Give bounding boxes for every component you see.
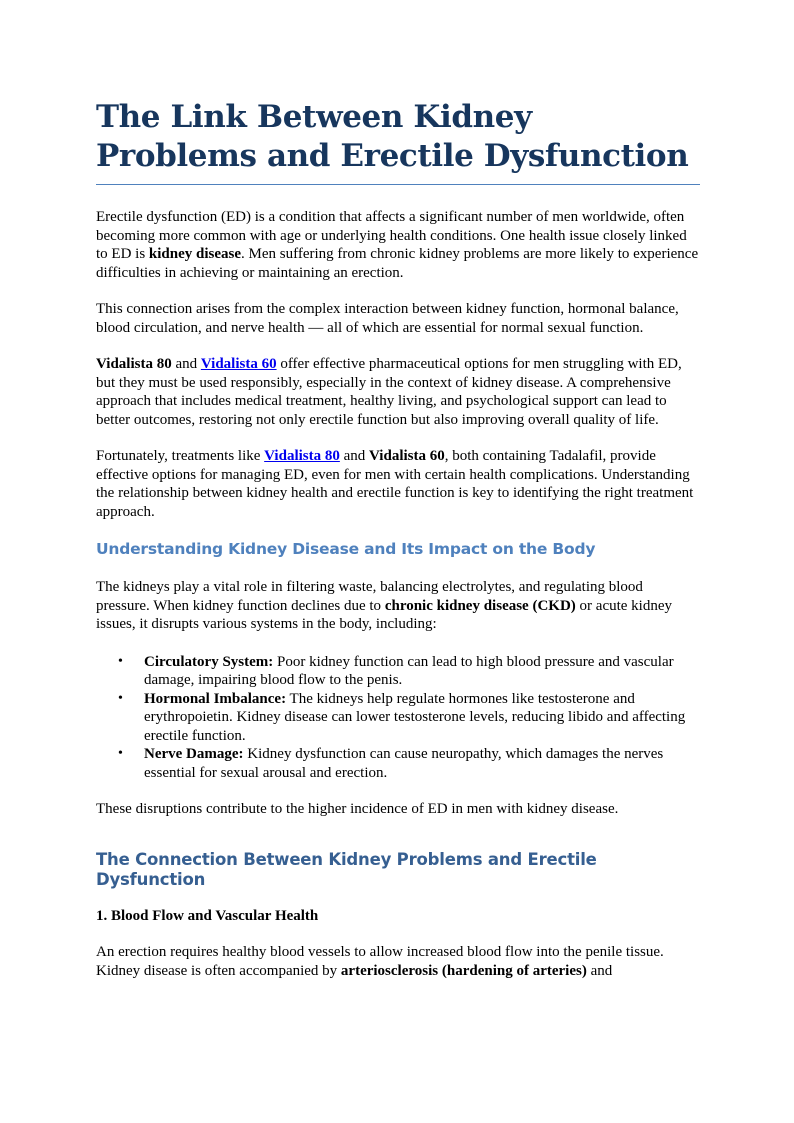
impact-list	[96, 653, 700, 783]
bullet-icon: •	[118, 690, 123, 706]
section1-paragraph-2: These disruptions contribute to the higher incidence of ED in men with kidney disease.	[96, 801, 619, 817]
list-item: • Circulatory System: Poor kidney function can lead to high blood pressure and vascular damage, impairing blood flow to the penis.	[118, 653, 674, 688]
vidalista-80-text: Vidalista 80	[96, 356, 172, 372]
intro-paragraph-2: This connection arises from the complex interaction between kidney function, hormonal balance, blood circulation, and nerve health — all of which are essential for normal sexual function.	[96, 301, 679, 336]
vidalista-60-link[interactable]: Vidalista 60	[200, 356, 277, 372]
document-page	[96, 96, 700, 980]
vidalista-80-link[interactable]: Vidalista 80	[264, 448, 340, 464]
list-item: • Nerve Damage: Kidney dysfunction can cause neuropathy, which damages the nerves essential for sexual arousal and erection.	[118, 746, 664, 781]
section-heading-kidney-disease: Understanding Kidney Disease and Its Impact on the Body	[96, 540, 596, 558]
subheading-blood-flow: 1. Blood Flow and Vascular Health	[96, 907, 319, 924]
document-title: The Link Between Kidney Problems and Erectile Dysfunction	[96, 96, 700, 185]
section1-paragraph-1: The kidneys play a vital role in filtering waste, balancing electrolytes, and regulating blood pressure. When kidney function declines due to chronic kidney disease (CKD) or acute kidney issues, it disrupts various systems in the body, including:	[96, 579, 673, 632]
intro-paragraph-1: Erectile dysfunction (ED) is a condition that affects a significant number of men worldwide, often becoming more common with age or underlying health conditions. One health issue closely linked to ED is kidney disease. Men suffering from chronic kidney problems are more likely to experience difficulties in achieving or maintaining an erection.	[96, 209, 699, 281]
list-item: • Hormonal Imbalance: The kidneys help regulate hormones like testosterone and erythropoietin. Kidney disease can lower testosterone levels, reducing libido and affecting erectile function.	[118, 690, 686, 744]
section-heading-connection: The Connection Between Kidney Problems and Erectile Dysfunction	[96, 849, 597, 889]
bullet-icon: •	[118, 746, 123, 761]
section2-paragraph-1: An erection requires healthy blood vessels to allow increased blood flow into the penile tissue. Kidney disease is often accompanied by arteriosclerosis (hardening of arteries) and	[96, 944, 664, 979]
bullet-icon: •	[118, 653, 123, 669]
intro-paragraph-3: Vidalista 80 and Vidalista 60 offer effective pharmaceutical options for men struggling with ED, but they must be used responsibly, especially in the context of kidney disease. A comprehensive approach that includes medical treatment, healthy living, and psychological support can lead to better outcomes, restoring not only erectile function but also improving overall quality of life.	[96, 356, 682, 428]
vidalista-60-text: Vidalista 60	[369, 448, 445, 464]
intro-paragraph-4: Fortunately, treatments like Vidalista 80 and Vidalista 60, both containing Tadalafil, provide effective options for managing ED, even for men with certain health complications. Understanding the relationship between kidney health and erectile function is key to identifying the right treatment approach.	[96, 448, 694, 520]
